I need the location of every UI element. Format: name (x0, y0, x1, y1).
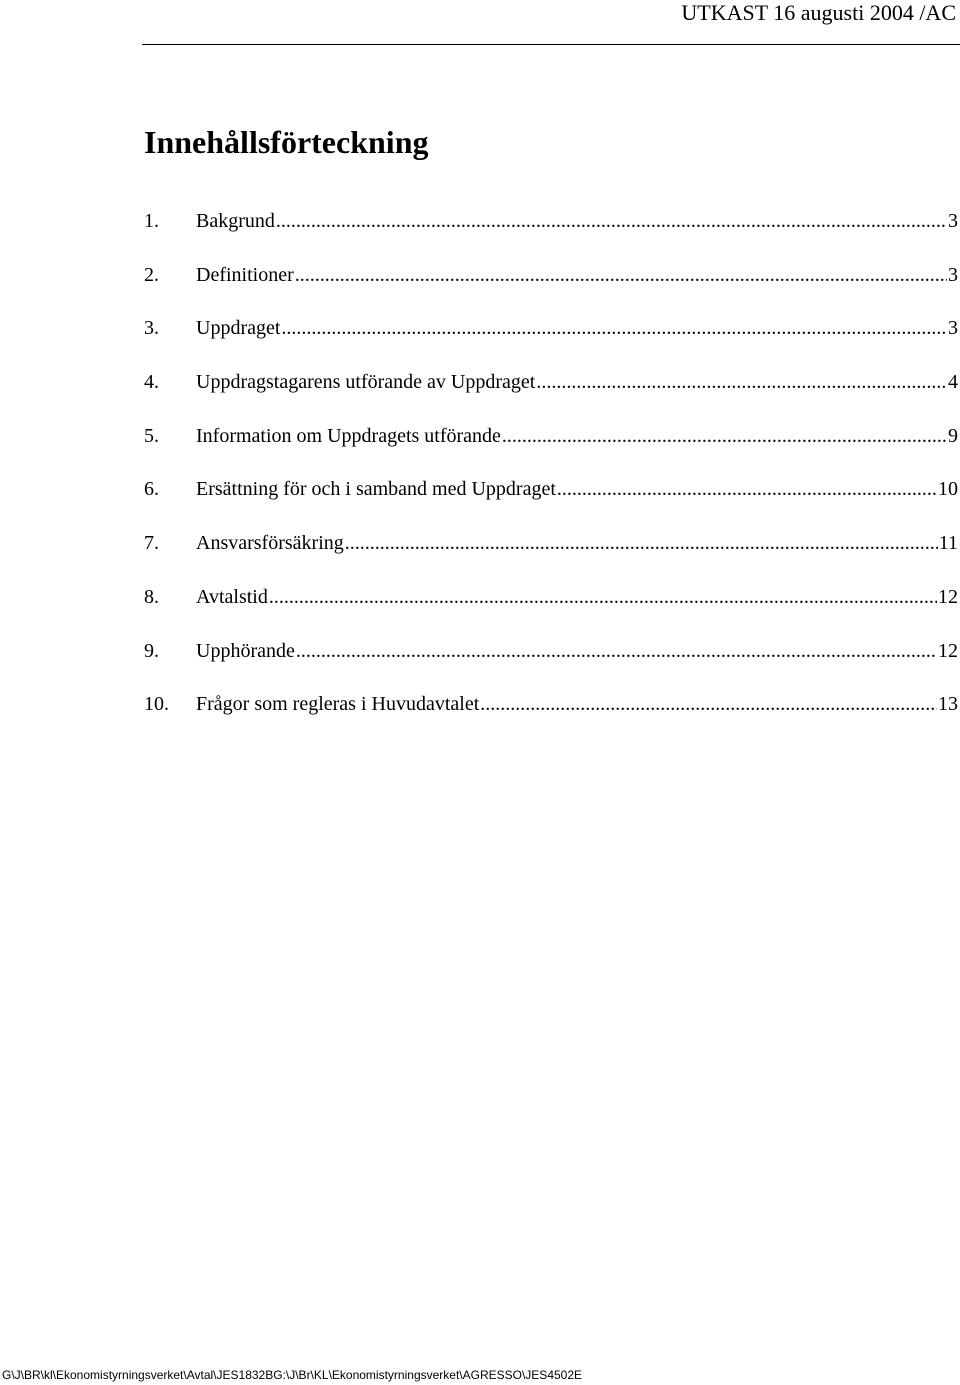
toc-dot-leader (480, 690, 937, 718)
toc-entry-title: Avtalstid (196, 585, 268, 608)
toc-entry-number: 4. (144, 371, 159, 394)
toc-dot-leader (269, 583, 937, 611)
draft-header: UTKAST 16 augusti 2004 /AC (681, 0, 956, 25)
toc-entry-page: 12 (938, 585, 958, 608)
toc-entry-title: Upphörande (196, 639, 295, 662)
toc-entry-page: 13 (938, 693, 958, 716)
toc-dot-leader (296, 637, 937, 665)
toc-entry-number: 7. (144, 532, 159, 555)
toc-entry-title: Uppdraget (196, 317, 281, 340)
toc-entry-number: 10. (144, 693, 169, 716)
toc-entry-page: 9 (948, 424, 958, 447)
toc-entry-utforande[interactable] (144, 368, 958, 422)
toc-dot-leader (502, 422, 947, 450)
toc-entry-number: 9. (144, 639, 159, 662)
toc-entry-bakgrund[interactable] (144, 207, 958, 261)
toc-entry-title: Bakgrund (196, 210, 275, 232)
toc-dot-leader (536, 368, 947, 396)
toc-dot-leader (276, 207, 947, 235)
toc-entry-page: 3 (948, 210, 958, 232)
toc-dot-leader (295, 261, 947, 289)
table-of-contents (144, 207, 958, 744)
toc-entry-number: 5. (144, 424, 159, 447)
toc-entry-huvudavtalet[interactable] (144, 690, 958, 744)
toc-entry-number: 8. (144, 585, 159, 608)
toc-entry-ersattning[interactable] (144, 475, 958, 529)
toc-entry-title: Uppdragstagarens utförande av Uppdraget (196, 371, 536, 394)
toc-entry-number: 3. (144, 317, 159, 340)
toc-entry-page: 11 (938, 532, 958, 555)
toc-entry-title: Frågor som regleras i Huvudavtalet (196, 693, 480, 716)
toc-entry-number: 1. (144, 210, 159, 232)
toc-dot-leader (557, 475, 937, 503)
toc-entry-title: Information om Uppdragets utförande (196, 424, 501, 447)
toc-entry-title: Definitioner (196, 263, 294, 286)
header-divider (142, 44, 960, 45)
toc-entry-page: 10 (938, 478, 958, 501)
toc-entry-number: 2. (144, 263, 159, 286)
toc-dot-leader (345, 529, 938, 557)
toc-entry-ansvarsforsakring[interactable] (144, 529, 958, 583)
footer-file-path: G\J\BR\kl\Ekonomistyrningsverket\Avtal\JES1832BG:\J\Br\KL\Ekonomistyrningsverket\AGRESSO\JES4502E (2, 1368, 583, 1382)
toc-entry-page: 3 (948, 263, 958, 286)
page-title: Innehållsförteckning (144, 124, 429, 160)
toc-entry-information[interactable] (144, 422, 958, 476)
toc-entry-page: 4 (948, 371, 958, 394)
toc-entry-number: 6. (144, 478, 159, 501)
toc-entry-page: 3 (948, 317, 958, 340)
toc-entry-avtalstid[interactable] (144, 583, 958, 637)
toc-entry-uppdraget[interactable] (144, 314, 958, 368)
toc-entry-page: 12 (938, 639, 958, 662)
toc-dot-leader (281, 314, 947, 342)
toc-entry-definitioner[interactable] (144, 261, 958, 315)
toc-entry-upphorande[interactable] (144, 637, 958, 691)
toc-entry-title: Ansvarsförsäkring (196, 532, 344, 555)
toc-entry-title: Ersättning för och i samband med Uppdraget (196, 478, 556, 501)
